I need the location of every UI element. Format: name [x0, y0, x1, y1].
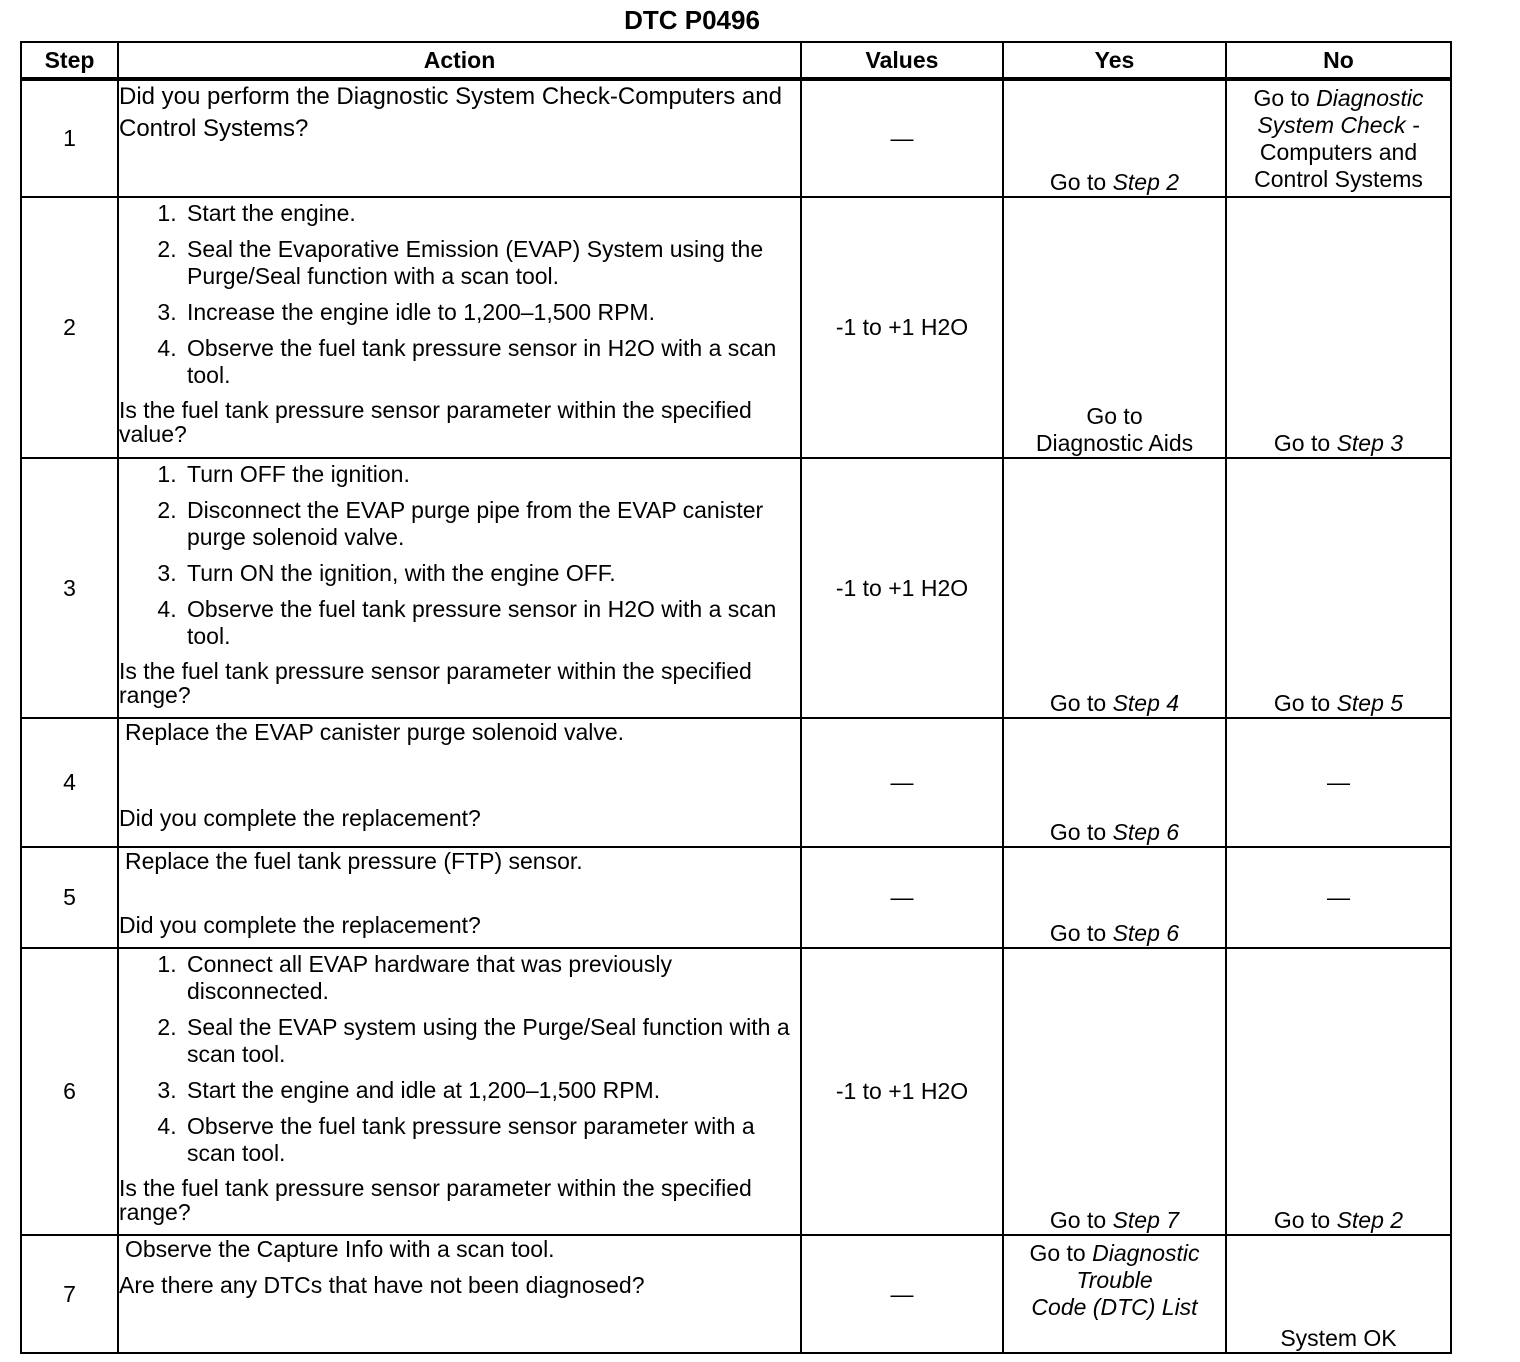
yes-line-2: Diagnostic Aids: [1035, 430, 1194, 456]
yes-prefix: Go to: [1049, 1207, 1107, 1233]
value-cell: —: [801, 79, 1003, 197]
action-step: 2. Seal the Evaporative Emission (EVAP) System using the Purge/Seal function with a scan tool.: [183, 236, 800, 290]
value-cell: -1 to +1 H2O: [801, 458, 1003, 718]
action-question: Is the fuel tank pressure sensor parameter within the specified value?: [119, 397, 752, 447]
yes-target: Step 7: [1112, 1207, 1180, 1233]
action-step: 1. Connect all EVAP hardware that was previously disconnected.: [183, 951, 800, 1005]
step-number: 6: [21, 948, 118, 1235]
yes-cell: [1003, 458, 1226, 718]
yes-prefix: Go to: [1029, 1240, 1086, 1266]
header-values: Values: [801, 42, 1003, 79]
action-question: Did you complete the replacement?: [119, 912, 481, 938]
no-cell: [1226, 948, 1451, 1235]
no-target: Step 2: [1336, 1207, 1404, 1233]
action-question: Is the fuel tank pressure sensor parameter within the specified range?: [119, 1175, 752, 1225]
yes-cell: [1003, 718, 1226, 847]
action-text: Replace the fuel tank pressure (FTP) sensor.: [125, 848, 583, 874]
yes-cell: [1003, 1235, 1226, 1353]
no-cell: [1226, 79, 1451, 197]
spacer: [119, 875, 800, 911]
action-step: 4. Observe the fuel tank pressure sensor in H2O with a scan tool.: [183, 335, 800, 389]
yes-target-line-3: Code (DTC) List: [1031, 1294, 1198, 1320]
action-text: Observe the Capture Info with a scan tool.: [125, 1236, 555, 1262]
no-target: Step 3: [1336, 430, 1404, 456]
header-step: Step: [21, 42, 118, 79]
dtc-table: [20, 41, 1452, 1354]
header-no: No: [1226, 42, 1451, 79]
yes-cell: [1003, 79, 1226, 197]
yes-target: Step 6: [1112, 920, 1180, 946]
yes-target-line-2: Trouble: [1076, 1267, 1153, 1293]
no-target: Step 5: [1336, 690, 1404, 716]
yes-line-1: Go to: [1086, 403, 1143, 429]
yes-target: Step 6: [1112, 819, 1180, 845]
action-question: Are there any DTCs that have not been diagnosed?: [119, 1272, 645, 1298]
value-cell: —: [801, 847, 1003, 948]
no-prefix: Go to: [1253, 85, 1310, 111]
yes-prefix: Go to: [1049, 819, 1107, 845]
no-cell: [1226, 458, 1451, 718]
yes-cell: [1003, 948, 1226, 1235]
action-step: 1. Turn OFF the ignition.: [183, 461, 800, 488]
action-cell: [118, 847, 801, 948]
table-row: [21, 1235, 1451, 1353]
no-target: Diagnostic System Check -: [1257, 85, 1424, 138]
no-cell: System OK: [1226, 1235, 1451, 1353]
table-row: [21, 847, 1451, 948]
header-row: [21, 42, 1451, 79]
no-cell: [1226, 197, 1451, 458]
yes-target: Step 4: [1112, 690, 1180, 716]
action-text: Replace the EVAP canister purge solenoid valve.: [125, 719, 625, 745]
no-prefix: Go to: [1273, 430, 1331, 456]
action-cell: [118, 718, 801, 847]
header-action: Action: [118, 42, 801, 79]
action-step: 2. Disconnect the EVAP purge pipe from the EVAP canister purge solenoid valve.: [183, 497, 800, 551]
header-yes: Yes: [1003, 42, 1226, 79]
table-row: [21, 718, 1451, 847]
action-cell: [118, 948, 801, 1235]
no-prefix: Go to: [1273, 690, 1331, 716]
action-question: Did you complete the replacement?: [119, 805, 481, 831]
action-steps-list: [119, 461, 800, 650]
yes-prefix: Go to: [1049, 169, 1107, 195]
no-cell: —: [1226, 847, 1451, 948]
value-cell: -1 to +1 H2O: [801, 948, 1003, 1235]
step-number: 1: [21, 79, 118, 197]
table-row: [21, 79, 1451, 197]
yes-target: Diagnostic: [1092, 1240, 1200, 1266]
spacer: [119, 746, 800, 804]
action-question: Did you perform the Diagnostic System Check-Computers and Control Systems?: [119, 83, 782, 142]
step-number: 7: [21, 1235, 118, 1353]
action-cell: [118, 197, 801, 458]
action-cell: [118, 458, 801, 718]
action-cell: [118, 1235, 801, 1353]
action-step: 3. Start the engine and idle at 1,200–1,500 RPM.: [183, 1077, 800, 1104]
value-cell: —: [801, 718, 1003, 847]
action-steps-list: [119, 951, 800, 1167]
action-step: 1. Start the engine.: [183, 200, 800, 227]
no-cell: —: [1226, 718, 1451, 847]
step-number: 4: [21, 718, 118, 847]
yes-target: Step 2: [1112, 169, 1180, 195]
value-cell: -1 to +1 H2O: [801, 197, 1003, 458]
table-row: [21, 948, 1451, 1235]
yes-prefix: Go to: [1049, 690, 1107, 716]
step-number: 3: [21, 458, 118, 718]
action-steps-list: [119, 200, 800, 389]
action-step: 2. Seal the EVAP system using the Purge/Seal function with a scan tool.: [183, 1014, 800, 1068]
step-number: 5: [21, 847, 118, 948]
action-step: 3. Turn ON the ignition, with the engine OFF.: [183, 560, 800, 587]
action-question: Is the fuel tank pressure sensor parameter within the specified range?: [119, 658, 752, 708]
table-row: [21, 458, 1451, 718]
document-title: DTC P0496: [624, 5, 760, 35]
no-prefix: Go to: [1273, 1207, 1331, 1233]
action-step: 4. Observe the fuel tank pressure sensor parameter with a scan tool.: [183, 1113, 800, 1167]
action-step: 4. Observe the fuel tank pressure sensor in H2O with a scan tool.: [183, 596, 800, 650]
yes-prefix: Go to: [1049, 920, 1107, 946]
no-target-rest: Computers and Control Systems: [1254, 139, 1423, 192]
yes-cell: [1003, 197, 1226, 458]
table-row: [21, 197, 1451, 458]
yes-cell: [1003, 847, 1226, 948]
action-cell: [118, 79, 801, 197]
step-number: 2: [21, 197, 118, 458]
action-step: 3. Increase the engine idle to 1,200–1,500 RPM.: [183, 299, 800, 326]
value-cell: —: [801, 1235, 1003, 1353]
